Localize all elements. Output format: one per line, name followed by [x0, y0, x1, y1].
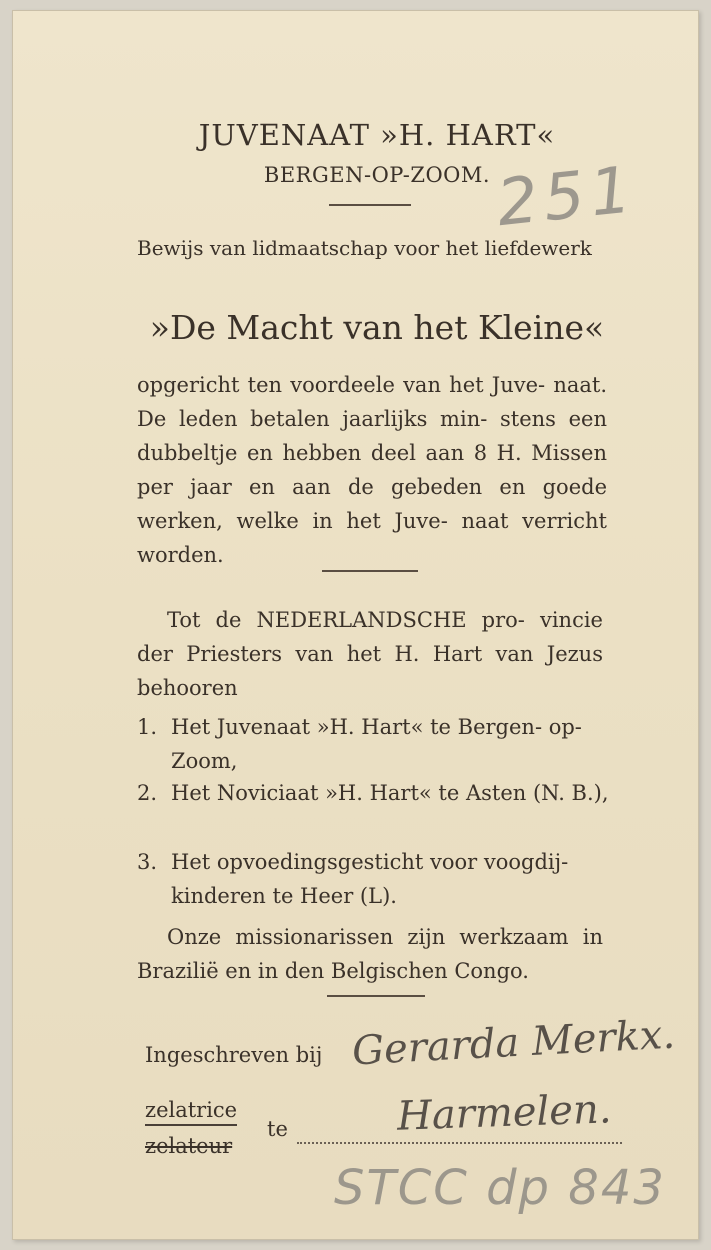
list-text: Het Noviciaat »H. Hart« te Asten (N. B.), [171, 781, 609, 805]
place-signature: Harmelen. [396, 1086, 613, 1140]
list-text: Het opvoedingsgesticht voor voogdij- kinderen te Heer (L). [171, 850, 569, 908]
card-title: JUVENAAT »H. HART« [198, 118, 556, 152]
divider [329, 204, 411, 206]
role-zelatrice [145, 1098, 237, 1122]
list-text: Het Juvenaat »H. Hart« te Bergen- op-Zoom, [171, 715, 582, 773]
divider [322, 570, 418, 572]
registered-signature: Gerarda Merkx. [351, 1011, 677, 1075]
place-label: te [267, 1117, 288, 1141]
missions-text: Onze missionarissen zijn werkzaam in Brazilië en in den Belgischen Congo. [137, 925, 603, 983]
place-dotted-line [297, 1142, 622, 1144]
intro-line: Bewijs van lidmaatschap voor het liefdewerk [137, 236, 592, 260]
province-intro: Tot de NEDERLANDSCHE pro- vincie der Priesters van het H. Hart van Jezus behooren [137, 608, 603, 700]
role-kept: zelatrice [145, 1098, 237, 1126]
pencil-number: 251 [493, 152, 641, 242]
list-number: 1. [137, 715, 158, 739]
list-number: 2. [137, 781, 158, 805]
catalog-mark: STCC dp 843 [334, 1160, 666, 1216]
motto-title: »De Macht van het Kleine« [149, 308, 605, 347]
role-struck: zelateur [145, 1134, 233, 1158]
card-subtitle: BERGEN-OP-ZOOM. [263, 163, 491, 187]
membership-card [12, 10, 699, 1240]
registered-label: Ingeschreven bij [145, 1043, 323, 1067]
divider [327, 995, 425, 997]
intro-body: opgericht ten voordeele van het Juve- naat. De leden betalen jaarlijks min- stens een dubbeltje en hebben deel aan 8 H. Missen per jaar en aan de gebeden en goede werken, welke in het Juve- naat verricht worden. [137, 373, 607, 567]
list-number: 3. [137, 850, 158, 874]
